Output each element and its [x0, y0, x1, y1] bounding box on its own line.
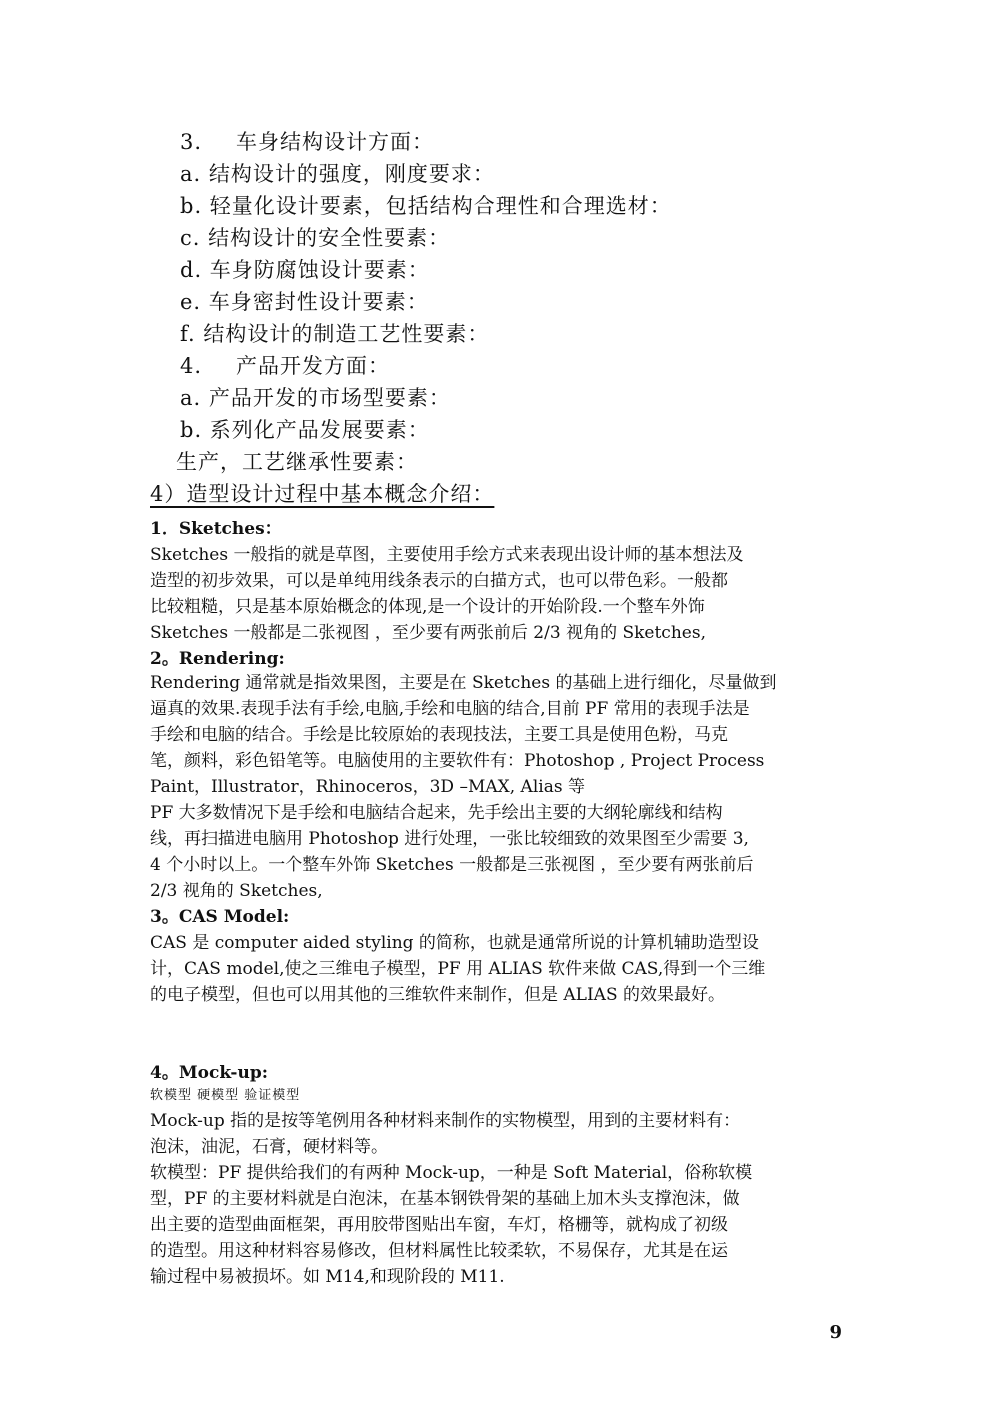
cas-heading: 3。CAS Model:: [150, 907, 290, 927]
paragraph-line: Sketches 一般都是二张视图 ，至少要有两张前后 2/3 视角的 Sketches,: [150, 623, 706, 643]
paragraph-line: 笔，颜料，彩色铅笔等。电脑使用的主要软件有：Photoshop , Project Process: [150, 751, 765, 771]
list-item: a. 结构设计的强度，刚度要求：: [180, 162, 495, 186]
list-number: 3.: [180, 130, 203, 154]
paragraph-line: 的电子模型，但也可以用其他的三维软件来制作，但是 ALIAS 的效果最好。: [150, 985, 726, 1005]
paragraph-line: 泡沫，油泥，石膏，硬材料等。: [150, 1137, 388, 1157]
list-item: b. 轻量化设计要素，包括结构合理性和合理选材：: [180, 194, 672, 218]
section-title: [150, 478, 512, 508]
list-number: 4.: [180, 354, 203, 378]
paragraph-line: Sketches 一般指的就是草图，主要使用手绘方式来表现出设计师的基本想法及: [150, 545, 744, 565]
paragraph-line: 计，CAS model,使之三维电子模型，PF 用 ALIAS 软件来做 CAS,得到一个三维: [150, 959, 766, 979]
section-title-text: 4）造型设计过程中基本概念介绍：: [150, 482, 495, 506]
paragraph-line: Mock-up 指的是按等笔例用各种材料来制作的实物模型，用到的主要材料有：: [150, 1111, 741, 1131]
list-item: b. 系列化产品发展要素：: [180, 418, 430, 442]
mockup-subline: 软模型 硬模型 验证模型: [150, 1088, 301, 1103]
mockup-heading: 4。Mock-up:: [150, 1063, 269, 1083]
paragraph-line: 逼真的效果.表现手法有手绘,电脑,手绘和电脑的结合,目前 PF 常用的表现手法是: [150, 699, 750, 719]
paragraph-line: Rendering 通常就是指效果图，主要是在 Sketches 的基础上进行细化，尽量做到: [150, 673, 777, 693]
paragraph-line: 比较粗糙，只是基本原始概念的体现,是一个设计的开始阶段.一个整车外饰: [150, 597, 705, 617]
rendering-heading: 2。Rendering:: [150, 649, 285, 669]
paragraph-line: PF 大多数情况下是手绘和电脑结合起来，先手绘出主要的大纲轮廓线和结构: [150, 803, 723, 823]
paragraph-line: 出主要的造型曲面框架，再用胶带图贴出车窗，车灯，格栅等，就构成了初级: [150, 1215, 728, 1235]
paragraph-line: 型，PF 的主要材料就是白泡沫，在基本钢铁骨架的基础上加木头支撑泡沫，做: [150, 1189, 740, 1209]
paragraph-line: 手绘和电脑的结合。手绘是比较原始的表现技法，主要工具是使用色粉，马克: [150, 725, 728, 745]
paragraph-line: 线，再扫描进电脑用 Photoshop 进行处理，一张比较细致的效果图至少需要 3,: [150, 829, 749, 849]
paragraph-line: 软模型：PF 提供给我们的有两种 Mock-up，一种是 Soft Material，俗称软模: [150, 1163, 753, 1183]
list-item: d. 车身防腐蚀设计要素：: [180, 258, 430, 282]
paragraph-line: 输过程中易被损坏。如 M14,和现阶段的 M11.: [150, 1267, 505, 1287]
requirement-heading-product: [180, 350, 390, 380]
paragraph-line: 的造型。用这种材料容易修改，但材料属性比较柔软，不易保存，尤其是在运: [150, 1241, 728, 1261]
list-item: f. 结构设计的制造工艺性要素：: [180, 322, 490, 346]
paragraph-line: CAS 是 computer aided styling 的简称，也就是通常所说的计算机辅助造型设: [150, 933, 759, 953]
paragraph-line: 造型的初步效果，可以是单纯用线条表示的白描方式，也可以带色彩。一般都: [150, 571, 728, 591]
sketches-heading: 1．Sketches：: [150, 519, 282, 539]
paragraph-line: 4 个小时以上。一个整车外饰 Sketches 一般都是三张视图 ，至少要有两张前后: [150, 855, 754, 875]
list-text: 产品开发方面：: [236, 354, 390, 378]
requirement-heading-body: [180, 126, 434, 156]
page-number: 9: [829, 1322, 842, 1343]
list-item: e. 车身密封性设计要素：: [180, 290, 429, 314]
list-item: a. 产品开发的市场型要素：: [180, 386, 451, 410]
list-item: c. 结构设计的安全性要素：: [180, 226, 451, 250]
list-text: 车身结构设计方面：: [236, 130, 434, 154]
list-item: 生产，工艺继承性要素：: [176, 450, 418, 474]
paragraph-line: 2/3 视角的 Sketches,: [150, 881, 323, 901]
paragraph-line: Paint，Illustrator，Rhinoceros，3D –MAX, Alias 等: [150, 777, 585, 797]
